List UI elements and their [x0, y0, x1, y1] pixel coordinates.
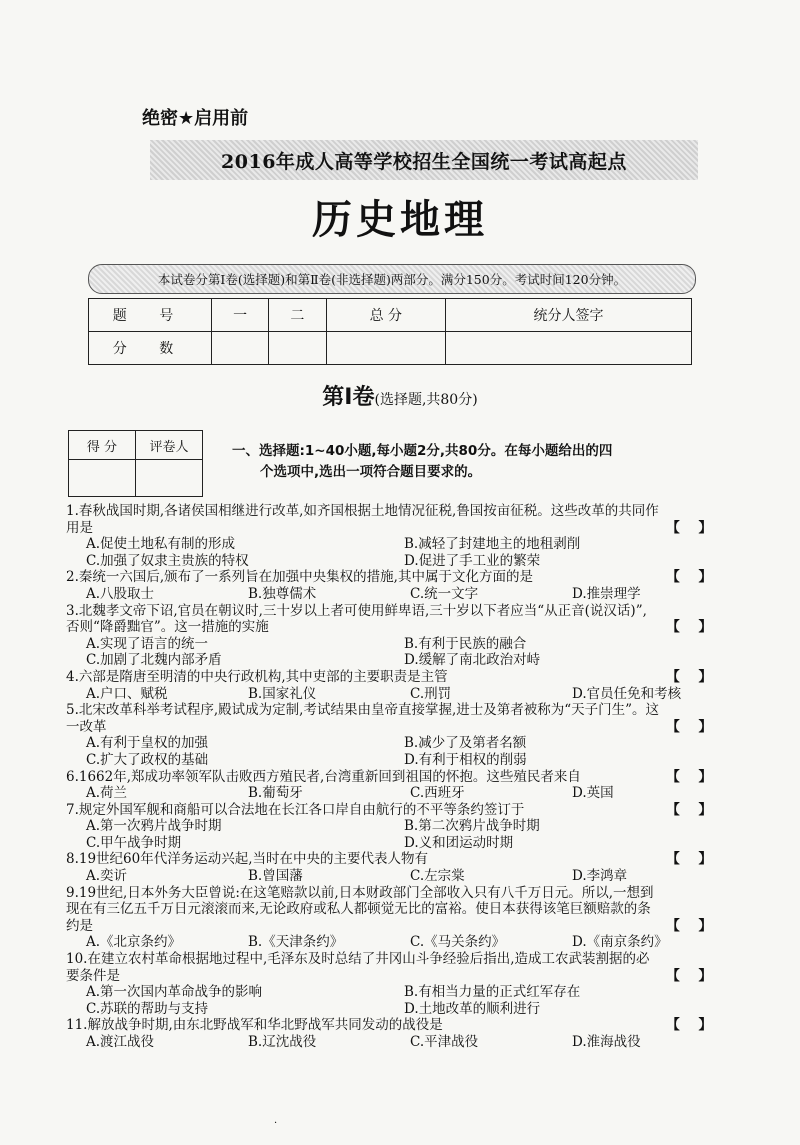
option-b: B.葡萄牙	[248, 785, 303, 802]
score-cell-empty[interactable]	[446, 332, 692, 365]
answer-bracket[interactable]: 【 】	[666, 768, 712, 785]
option-b: B.国家礼仪	[248, 685, 317, 702]
grader-header-row	[69, 431, 203, 460]
question-stem: 4.六部是隋唐至明清的中央行政机构,其中吏部的主要职责是主管	[66, 668, 448, 685]
grader-score-cell[interactable]	[69, 460, 136, 497]
answer-bracket[interactable]: 【 】	[666, 1017, 712, 1034]
option-a: A.荷兰	[86, 785, 128, 802]
answer-bracket[interactable]: 【 】	[666, 718, 712, 735]
option-a: A.奕䜣	[86, 868, 128, 885]
question-stem: 11.解放战争时期,由东北野战军和华北野战军共同发动的战役是	[66, 1017, 443, 1034]
option-d: D.英国	[572, 785, 614, 802]
grader-score-label: 得 分	[69, 431, 136, 460]
option-c: C.统一文字	[410, 585, 479, 602]
question-stem: 7.规定外国军舰和商船可以合法地在长江各口岸自由航行的不平等条约签订于	[66, 801, 525, 818]
grader-input-row	[69, 460, 203, 497]
option-c: C.左宗棠	[410, 868, 465, 885]
question-stem: 3.北魏孝文帝下诏,官员在朝议时,三十岁以上者可使用鲜卑语,三十岁以下者应当“从正音(说汉话)”,否则“降爵黜官”。这一措施的实施	[66, 602, 647, 636]
section-instruction	[232, 441, 710, 483]
option-a: A.实现了语言的统一	[86, 635, 209, 652]
option-a: A.第一次国内革命战争的影响	[86, 984, 263, 1001]
question-stem: 6.1662年,郑成功率领军队击败西方殖民者,台湾重新回到祖国的怀抱。这些殖民者来自	[66, 768, 581, 785]
score-table-cell: 统分人签字	[446, 299, 692, 332]
option-d: D.《南京条约》	[572, 934, 668, 951]
score-table-cell: 二	[269, 299, 326, 332]
option-a: A.八股取士	[86, 585, 155, 602]
option-b: B.减轻了封建地主的地租剥削	[404, 536, 581, 553]
option-d: D.促进了手工业的繁荣	[404, 552, 541, 569]
option-b: B.有相当力量的正式红军存在	[404, 984, 581, 1001]
option-a: A.促使土地私有制的形成	[86, 536, 236, 553]
grader-table	[68, 430, 203, 497]
question-stem: 5.北宋改革科举考试程序,殿试成为定制,考试结果由皇帝直接掌握,进士及第者被称为“天子门生”。这一改革	[66, 702, 660, 735]
option-c: C.加强了奴隶主贵族的特权	[86, 552, 249, 569]
scan-dot: ·	[274, 1118, 278, 1129]
option-a: A.《北京条约》	[86, 934, 182, 951]
score-table	[88, 298, 692, 365]
question-stem: 2.秦统一六国后,颁布了一系列旨在加强中央集权的措施,其中属于文化方面的是	[66, 569, 533, 586]
question-3	[66, 603, 716, 669]
question-7	[66, 802, 716, 852]
option-d: D.缓解了南北政治对峙	[404, 652, 541, 669]
score-cell-empty[interactable]	[212, 332, 269, 365]
option-c: C.加剧了北魏内部矛盾	[86, 652, 222, 669]
exam-note-text: 本试卷分第Ⅰ卷(选择题)和第Ⅱ卷(非选择题)两部分。满分150分。考试时间120分钟。	[157, 272, 627, 287]
answer-bracket[interactable]: 【 】	[666, 801, 712, 818]
question-stem: 8.19世纪60年代洋务运动兴起,当时在中央的主要代表人物有	[66, 851, 429, 868]
part-one-heading	[0, 380, 800, 411]
option-c: C.《马关条约》	[410, 934, 506, 951]
question-10	[66, 951, 716, 1017]
option-a: A.有利于皇权的加强	[86, 735, 209, 752]
option-c: C.刑罚	[410, 685, 452, 702]
option-b: B.独尊儒术	[248, 585, 317, 602]
part-one-title: 第Ⅰ卷	[322, 385, 375, 410]
question-stem: 1.春秋战国时期,各诸侯国相继进行改革,如齐国根据土地情况征税,鲁国按亩征税。这些改革的共同作用是	[66, 503, 659, 536]
grader-name-label: 评卷人	[136, 431, 203, 460]
score-table-cell: 总 分	[326, 299, 445, 332]
option-d: D.李鸿章	[572, 868, 628, 885]
option-d: D.官员任免和考核	[572, 685, 682, 702]
question-5	[66, 702, 716, 768]
exam-note	[88, 264, 696, 294]
exam-title-banner	[150, 140, 698, 180]
answer-bracket[interactable]: 【 】	[666, 851, 712, 868]
subject-title: 历史地理	[312, 197, 488, 243]
option-c: C.甲午战争时期	[86, 834, 182, 851]
score-table-score-row	[89, 332, 692, 365]
score-table-cell: 一	[212, 299, 269, 332]
question-4	[66, 669, 716, 702]
answer-bracket[interactable]: 【 】	[666, 569, 712, 586]
option-c: C.西班牙	[410, 785, 465, 802]
score-table-cell: 分 数	[89, 332, 212, 365]
exam-title: 2016年成人高等学校招生全国统一考试高起点	[221, 150, 627, 173]
instruction-line-1: 一、选择题:1~40小题,每小题2分,共80分。在每小题给出的四	[232, 443, 613, 459]
question-list	[66, 503, 716, 1051]
option-c: C.扩大了政权的基础	[86, 751, 209, 768]
part-one-subtitle: (选择题,共80分)	[374, 392, 478, 408]
option-b: B.《天津条约》	[248, 934, 344, 951]
option-c: C.苏联的帮助与支持	[86, 1000, 209, 1017]
question-stem: 10.在建立农村革命根据地过程中,毛泽东及时总结了井冈山斗争经验后指出,造成工农武装割据的必要条件是	[66, 951, 650, 984]
option-b: B.第二次鸦片战争时期	[404, 818, 540, 835]
option-b: B.曾国藩	[248, 868, 303, 885]
question-6	[66, 769, 716, 802]
confidential-mark: 绝密★启用前	[142, 108, 249, 129]
question-9	[66, 885, 716, 951]
option-b: B.减少了及第者名额	[404, 735, 527, 752]
score-cell-empty[interactable]	[326, 332, 445, 365]
instruction-line-2: 个选项中,选出一项符合题目要求的。	[260, 464, 482, 480]
option-d: D.推崇理学	[572, 585, 641, 602]
option-d: D.淮海战役	[572, 1034, 641, 1050]
grader-name-cell[interactable]	[136, 460, 203, 497]
option-a: A.渡江战役	[86, 1034, 155, 1050]
question-8	[66, 851, 716, 884]
question-1	[66, 503, 716, 569]
answer-bracket[interactable]: 【 】	[666, 619, 712, 636]
answer-bracket[interactable]: 【 】	[666, 519, 712, 536]
option-d: D.有利于相权的削弱	[404, 751, 527, 768]
option-b: B.有利于民族的融合	[404, 635, 527, 652]
score-table-cell: 题 号	[89, 299, 212, 332]
answer-bracket[interactable]: 【 】	[666, 967, 712, 984]
question-stem: 9.19世纪,日本外务大臣曾说:在这笔赔款以前,日本财政部门全部收入只有八千万日元。所以,一想到现在有三亿五千万日元滚滚而来,无论政府或私人都顿觉无比的富裕。使日本获得该笔巨额赔款的条约是	[66, 884, 654, 934]
answer-bracket[interactable]: 【 】	[666, 917, 712, 934]
option-d: D.土地改革的顺利进行	[404, 1000, 541, 1017]
option-a: A.第一次鸦片战争时期	[86, 818, 222, 835]
question-11	[66, 1017, 716, 1050]
option-a: A.户口、赋税	[86, 685, 168, 702]
question-2	[66, 569, 716, 602]
score-table-header-row	[89, 299, 692, 332]
option-d: D.义和团运动时期	[404, 834, 514, 851]
answer-bracket[interactable]: 【 】	[666, 668, 712, 685]
score-cell-empty[interactable]	[269, 332, 326, 365]
option-b: B.辽沈战役	[248, 1034, 317, 1050]
option-c: C.平津战役	[410, 1034, 479, 1050]
